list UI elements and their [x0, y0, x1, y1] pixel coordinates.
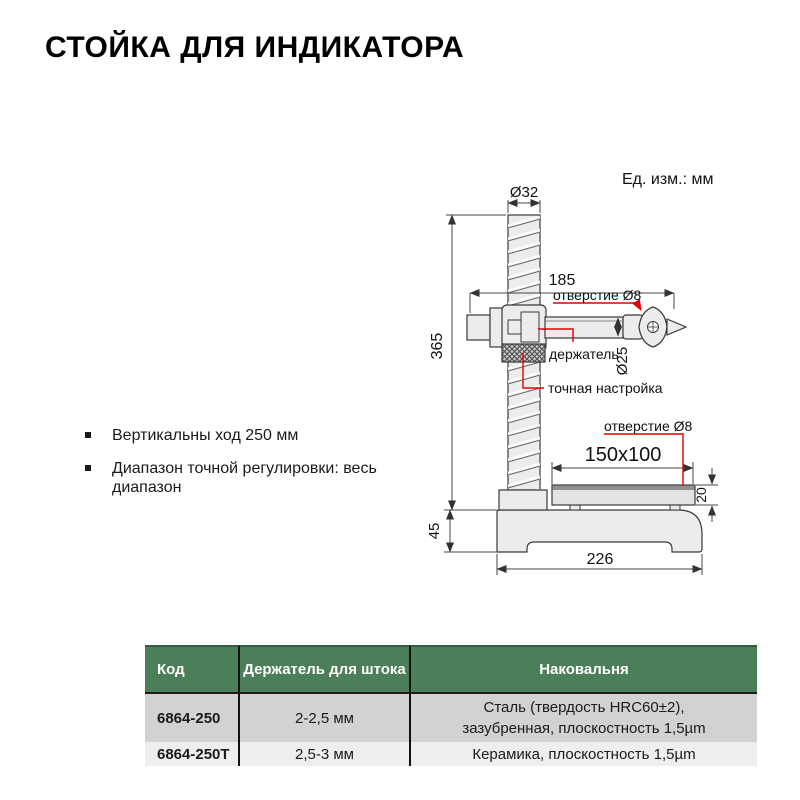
dim-label-o25: Ø25 — [614, 346, 631, 376]
dim-label-45: 45 — [426, 522, 443, 540]
callout-fine-adjust: точная настройка — [548, 380, 663, 396]
cell-code: 6864-250T — [145, 742, 238, 766]
bullet-text: Диапазон точной регулировки: весь диапазон — [112, 460, 377, 496]
cell-holder: 2,5-3 мм — [238, 742, 409, 766]
dim-label-185: 185 — [548, 272, 576, 289]
bullet-text: Вертикальны ход 250 мм — [112, 427, 299, 444]
technical-drawing — [420, 150, 740, 595]
cell-anvil: Керамика, плоскостность 1,5µm — [409, 742, 757, 766]
callout-holder: держатель — [549, 346, 619, 362]
measuring-spindle — [545, 317, 623, 338]
bullet-square-icon — [85, 432, 91, 438]
cell-holder: 2-2,5 мм — [238, 694, 409, 742]
dim-label-365: 365 — [429, 332, 446, 360]
dimension-365 — [444, 215, 506, 510]
bullet-item — [85, 459, 405, 497]
spindle-tip — [623, 307, 686, 347]
page-title: СТОЙКА ДЛЯ ИНДИКАТОРА — [45, 31, 465, 64]
header-cell-anvil: Наковальня — [409, 645, 757, 694]
dimension-45 — [444, 510, 497, 552]
dim-label-o32: Ø32 — [509, 184, 539, 201]
spec-table — [145, 645, 757, 766]
base — [497, 510, 702, 552]
column-boss — [499, 490, 547, 510]
dim-label-20: 20 — [693, 487, 709, 503]
cell-anvil-line1: Сталь (твердость HRC60±2), — [483, 699, 685, 716]
dim-label-150x100: 150x100 — [584, 444, 662, 466]
units-label: Ед. изм.: мм — [622, 171, 714, 188]
header-cell-code: Код — [145, 645, 238, 694]
bullet-item — [85, 426, 405, 445]
bullet-square-icon — [85, 465, 91, 471]
callout-hole-top: отверстие Ø8 — [553, 287, 642, 303]
callout-hole-anvil: отверстие Ø8 — [604, 418, 693, 434]
leader-hole-top-line — [553, 303, 641, 310]
header-cell-holder: Держатель для штока — [238, 645, 409, 694]
bullet-list — [85, 426, 405, 511]
cell-code: 6864-250 — [145, 694, 238, 742]
cell-anvil — [409, 694, 757, 742]
cell-anvil-line2: зазубренная, плоскостность 1,5µm — [462, 720, 706, 737]
dim-label-226: 226 — [586, 551, 614, 568]
anvil-plate — [552, 485, 695, 510]
dimension-o32 — [508, 200, 540, 213]
